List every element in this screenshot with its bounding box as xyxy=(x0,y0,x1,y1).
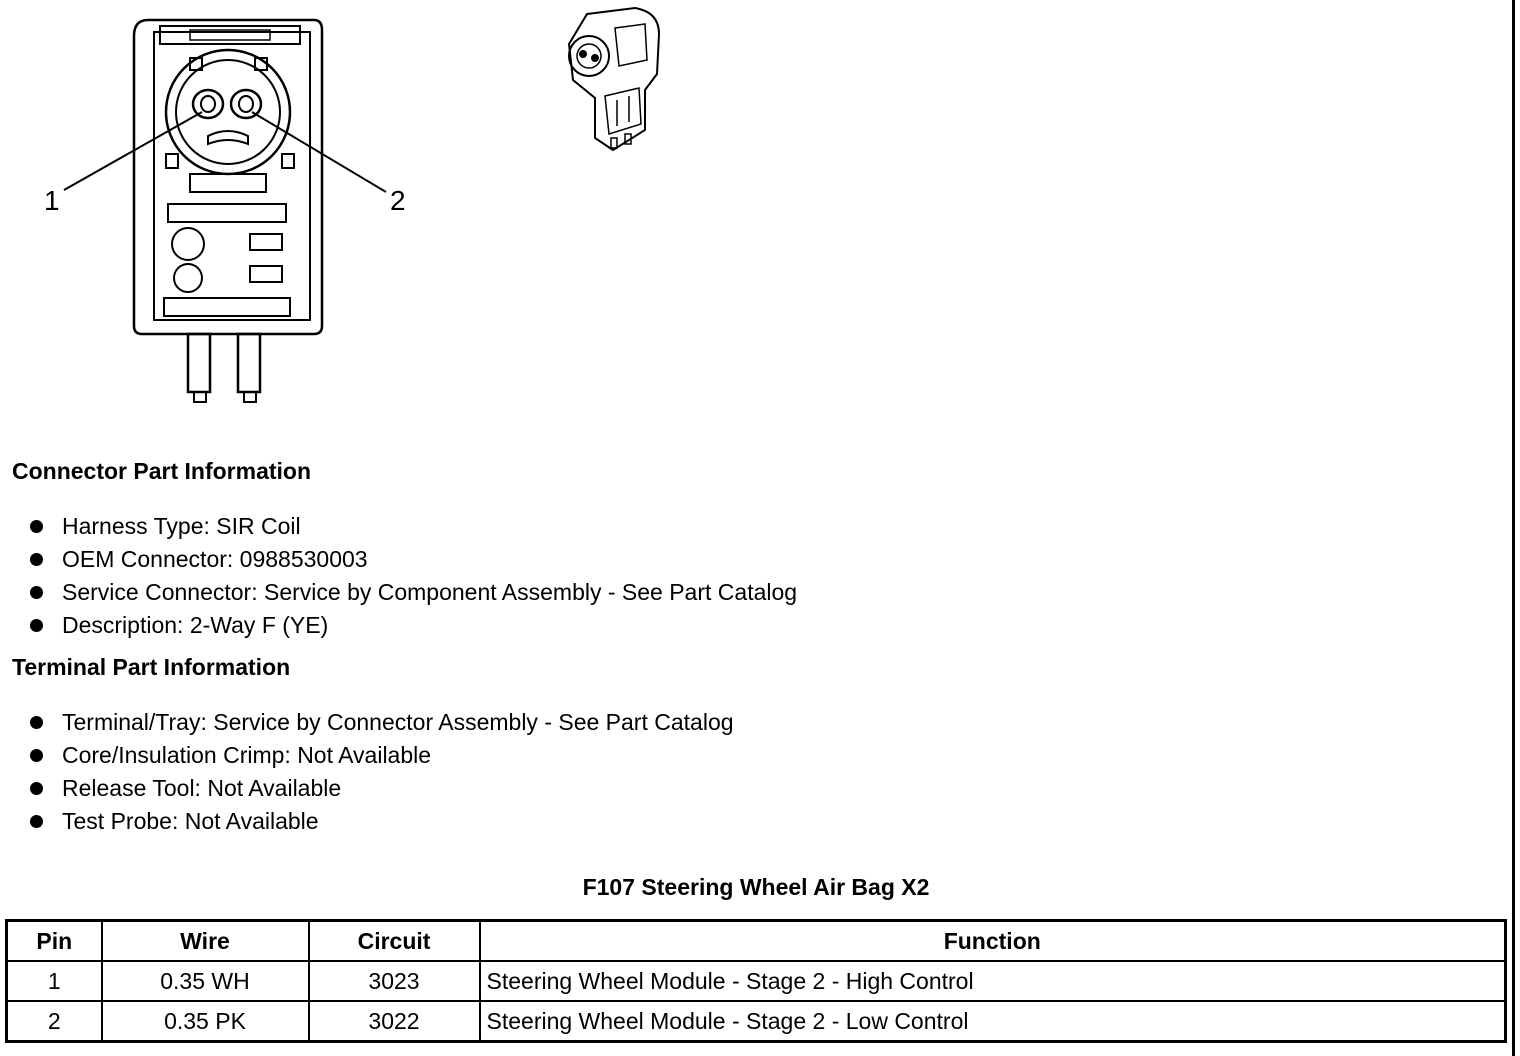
list-item-text: Test Probe: Not Available xyxy=(62,808,319,834)
connector-face-diagram xyxy=(30,8,430,408)
table-caption: F107 Steering Wheel Air Bag X2 xyxy=(582,874,930,900)
list-item xyxy=(28,544,797,577)
cell-function: Steering Wheel Module - Stage 2 - High Control xyxy=(480,961,1506,1001)
bullet-icon xyxy=(30,815,43,828)
cell-pin: 1 xyxy=(7,961,102,1001)
cell-function: Steering Wheel Module - Stage 2 - Low Control xyxy=(480,1001,1506,1042)
column-header-circuit: Circuit xyxy=(309,921,480,962)
list-item-text: Service Connector: Service by Component Assembly - See Part Catalog xyxy=(62,579,798,605)
cell-wire: 0.35 WH xyxy=(102,961,309,1001)
list-item-text: Core/Insulation Crimp: Not Available xyxy=(62,742,432,768)
list-item-text: OEM Connector: 0988530003 xyxy=(62,546,368,572)
list-item xyxy=(28,511,797,544)
bullet-icon xyxy=(30,782,43,795)
callout-2: 2 xyxy=(390,185,406,216)
list-item xyxy=(28,740,734,773)
connector-info-list xyxy=(28,511,797,643)
page-border-right xyxy=(1512,0,1515,1056)
cell-circuit: 3022 xyxy=(309,1001,480,1042)
list-item-text: Description: 2-Way F (YE) xyxy=(62,612,329,638)
column-header-pin: Pin xyxy=(7,921,102,962)
cell-circuit: 3023 xyxy=(309,961,480,1001)
pinout-table xyxy=(5,919,1507,1043)
list-item xyxy=(28,773,734,806)
bullet-icon xyxy=(30,586,43,599)
list-item xyxy=(28,610,797,643)
terminal-info-list xyxy=(28,707,734,839)
bullet-icon xyxy=(30,553,43,566)
table-header-row xyxy=(7,921,1506,962)
callout-1: 1 xyxy=(44,185,60,216)
terminal-info-heading: Terminal Part Information xyxy=(12,654,291,680)
table-row xyxy=(7,961,1506,1001)
list-item xyxy=(28,707,734,740)
list-item-text: Terminal/Tray: Service by Connector Assembly - See Part Catalog xyxy=(62,709,734,735)
cell-wire: 0.35 PK xyxy=(102,1001,309,1042)
bullet-icon xyxy=(30,716,43,729)
table-row xyxy=(7,1001,1506,1042)
column-header-function: Function xyxy=(480,921,1506,962)
list-item-text: Harness Type: SIR Coil xyxy=(62,513,301,539)
cell-pin: 2 xyxy=(7,1001,102,1042)
bullet-icon xyxy=(30,619,43,632)
bullet-icon xyxy=(30,520,43,533)
connector-isometric-view xyxy=(555,0,675,160)
list-item xyxy=(28,577,797,610)
connector-info-heading: Connector Part Information xyxy=(12,458,312,484)
list-item-text: Release Tool: Not Available xyxy=(62,775,342,801)
bullet-icon xyxy=(30,749,43,762)
column-header-wire: Wire xyxy=(102,921,309,962)
list-item xyxy=(28,806,734,839)
